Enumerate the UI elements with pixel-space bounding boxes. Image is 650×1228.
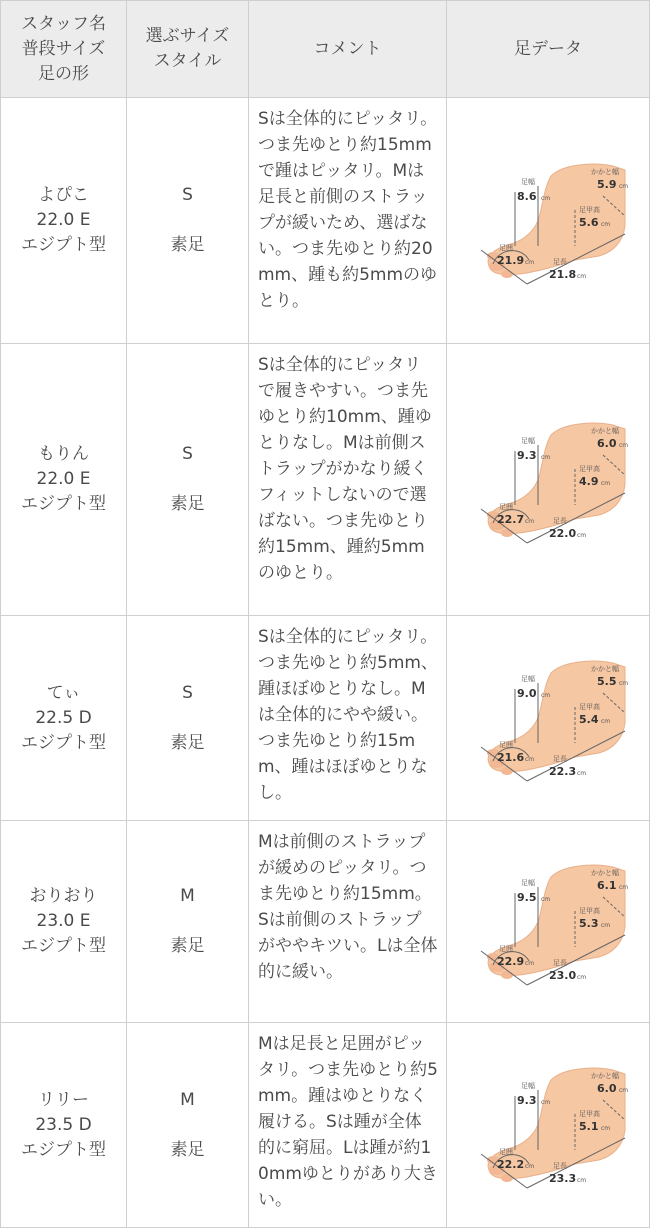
length-label: 足長: [553, 958, 567, 967]
staff-cell: [1, 821, 127, 1023]
header-size: [127, 1, 249, 98]
foot-diagram: [463, 156, 633, 286]
girth-unit: cm: [525, 258, 535, 266]
header-foot-shape: 足の形: [38, 63, 89, 84]
length-label: 足長: [553, 257, 567, 266]
heel-label: かかと幅: [591, 426, 619, 435]
staff-name: リリー: [38, 1089, 89, 1110]
foot-shape: エジプト型: [21, 235, 106, 255]
header-foot-data: 足データ: [447, 1, 650, 98]
length-value: 21.8: [549, 267, 577, 281]
header-row: [1, 1, 650, 98]
staff-name: てぃ: [46, 682, 81, 703]
girth-unit: cm: [525, 959, 535, 967]
girth-value: 22.2: [497, 1158, 525, 1171]
comment-cell: Mは足長と足囲がピッタリ。つま先ゆとり約5mm。踵はゆとりなく履ける。Sは踵が全体的に窮屈。Lは踵が約10mmゆとりがあり大きい。: [249, 1023, 447, 1228]
staff-name: おりおり: [29, 886, 98, 906]
instep-value: 5.3: [579, 916, 599, 930]
header-usual-size: 普段サイズ: [21, 38, 106, 59]
instep-label: 足甲高: [579, 205, 600, 214]
heel-label: かかと幅: [591, 868, 619, 877]
instep-unit: cm: [601, 718, 611, 725]
wear-style: 素足: [170, 1139, 205, 1160]
width-unit: cm: [541, 1099, 551, 1106]
wear-style: 素足: [170, 235, 205, 255]
width-value: 9.0: [517, 687, 537, 700]
heel-value: 6.0: [597, 436, 617, 450]
length-value: 23.0: [549, 968, 577, 982]
heel-value: 5.5: [597, 675, 617, 688]
girth-label: 足囲: [499, 944, 513, 953]
instep-unit: cm: [601, 921, 611, 929]
header-comment: コメント: [249, 1, 447, 98]
heel-value: 5.9: [597, 177, 617, 191]
instep-value: 4.9: [579, 474, 599, 488]
heel-unit: cm: [619, 441, 629, 449]
girth-label: 足囲: [499, 243, 513, 252]
girth-value: 21.9: [497, 253, 525, 267]
wear-style: 素足: [170, 494, 205, 514]
width-label: 足幅: [521, 878, 535, 887]
length-unit: cm: [577, 272, 587, 280]
usual-size: 23.0 E: [36, 911, 91, 931]
comment-cell: Mは前側のストラップが緩めのピッタリ。つま先ゆとり約15mm。Sは前側のストラップがややキツい。Lは全体的に緩い。: [249, 821, 447, 1023]
foot-diagram: [463, 653, 633, 783]
table-row: [1, 344, 650, 616]
toe-icon: [501, 529, 513, 537]
width-value: 9.5: [517, 890, 537, 904]
width-label: 足幅: [521, 675, 535, 683]
header-chosen-size: 選ぶサイズ: [145, 26, 230, 46]
header-style: スタイル: [153, 51, 222, 71]
foot-data-cell: [447, 1023, 650, 1228]
girth-value: 21.6: [497, 751, 525, 764]
size-cell: [127, 344, 249, 616]
chosen-size: S: [182, 185, 193, 205]
usual-size: 22.0 E: [36, 469, 91, 489]
toe-icon: [501, 1174, 513, 1182]
instep-unit: cm: [601, 1125, 611, 1132]
staff-cell: [1, 1023, 127, 1228]
comment-cell: Sは全体的にピッタリ。つま先ゆとり約5mm、踵ほぼゆとりなし。Mは全体的にやや緩い。つま先ゆとり約15mm、踵はほぼゆとりなし。: [249, 616, 447, 821]
foot-shape: エジプト型: [21, 732, 106, 753]
length-unit: cm: [577, 1177, 587, 1184]
wear-style: 素足: [170, 936, 205, 956]
length-value: 22.3: [549, 765, 577, 778]
heel-value: 6.1: [597, 878, 617, 892]
heel-unit: cm: [619, 680, 629, 687]
girth-unit: cm: [525, 756, 535, 763]
girth-label: 足囲: [499, 502, 513, 511]
width-value: 9.3: [517, 448, 537, 462]
wear-style: 素足: [170, 732, 205, 753]
length-unit: cm: [577, 770, 587, 777]
girth-value: 22.7: [497, 512, 525, 526]
chosen-size: M: [180, 1089, 195, 1110]
instep-label: 足甲高: [579, 464, 600, 473]
size-cell: [127, 821, 249, 1023]
usual-size: 23.5 D: [35, 1114, 92, 1135]
foot-shape: エジプト型: [21, 936, 106, 956]
width-value: 9.3: [517, 1094, 537, 1107]
table-row: [1, 98, 650, 344]
girth-value: 22.9: [497, 954, 525, 968]
staff-cell: [1, 98, 127, 344]
heel-unit: cm: [619, 883, 629, 891]
foot-data-cell: [447, 344, 650, 616]
foot-data-cell: [447, 98, 650, 344]
foot-diagram: [463, 857, 633, 987]
table-row: [1, 616, 650, 821]
width-unit: cm: [541, 692, 551, 699]
toe-icon: [501, 767, 513, 775]
length-unit: cm: [577, 973, 587, 981]
girth-label: 足囲: [499, 741, 513, 749]
heel-unit: cm: [619, 1087, 629, 1094]
girth-unit: cm: [525, 1163, 535, 1170]
heel-label: かかと幅: [591, 665, 619, 673]
header-staff-name: スタッフ名: [21, 13, 106, 34]
comment-cell: Sは全体的にピッタリで履きやすい。つま先ゆとり約10mm、踵ゆとりなし。Mは前側ストラップがかなり緩くフィットしないので選ばない。つま先ゆとり約15mm、踵約5mmのゆとり。: [249, 344, 447, 616]
staff-cell: [1, 344, 127, 616]
foot-diagram: [463, 415, 633, 545]
size-cell: [127, 616, 249, 821]
instep-label: 足甲高: [579, 1110, 600, 1118]
staff-cell: [1, 616, 127, 821]
instep-value: 5.4: [579, 713, 599, 726]
width-unit: cm: [541, 895, 551, 903]
foot-shape: エジプト型: [21, 1139, 106, 1160]
size-cell: [127, 98, 249, 344]
length-label: 足長: [553, 516, 567, 525]
size-cell: [127, 1023, 249, 1228]
toe-icon: [501, 270, 513, 278]
table-row: [1, 1023, 650, 1228]
width-label: 足幅: [521, 1082, 535, 1090]
instep-label: 足甲高: [579, 703, 600, 711]
width-label: 足幅: [521, 436, 535, 445]
usual-size: 22.5 D: [35, 707, 92, 728]
instep-unit: cm: [601, 479, 611, 487]
instep-unit: cm: [601, 220, 611, 228]
heel-value: 6.0: [597, 1082, 617, 1095]
staff-name: よぴこ: [38, 185, 89, 205]
foot-diagram: [463, 1060, 633, 1190]
header-staff: [1, 1, 127, 98]
length-value: 23.3: [549, 1172, 577, 1185]
comment-cell: Sは全体的にピッタリ。つま先ゆとり約15mmで踵はピッタリ。Mは足長と前側のストラップが緩いため、選ばない。つま先ゆとり約20mm、踵も約5mmのゆとり。: [249, 98, 447, 344]
length-value: 22.0: [549, 526, 577, 540]
girth-unit: cm: [525, 517, 535, 525]
chosen-size: S: [182, 444, 193, 464]
girth-label: 足囲: [499, 1148, 513, 1156]
usual-size: 22.0 E: [36, 210, 91, 230]
instep-value: 5.6: [579, 215, 599, 229]
chosen-size: S: [182, 682, 193, 703]
heel-unit: cm: [619, 182, 629, 190]
foot-shape: エジプト型: [21, 494, 106, 514]
length-label: 足長: [553, 755, 567, 763]
width-unit: cm: [541, 453, 551, 461]
length-unit: cm: [577, 531, 587, 539]
length-label: 足長: [553, 1162, 567, 1170]
width-label: 足幅: [521, 177, 535, 186]
table-row: [1, 821, 650, 1023]
staff-name: もりん: [38, 444, 89, 464]
width-unit: cm: [541, 194, 551, 202]
chosen-size: M: [180, 886, 195, 906]
foot-data-cell: [447, 821, 650, 1023]
heel-label: かかと幅: [591, 1072, 619, 1080]
instep-value: 5.1: [579, 1120, 599, 1133]
toe-icon: [501, 971, 513, 979]
width-value: 8.6: [517, 189, 537, 203]
instep-label: 足甲高: [579, 906, 600, 915]
foot-data-cell: [447, 616, 650, 821]
heel-label: かかと幅: [591, 167, 619, 176]
